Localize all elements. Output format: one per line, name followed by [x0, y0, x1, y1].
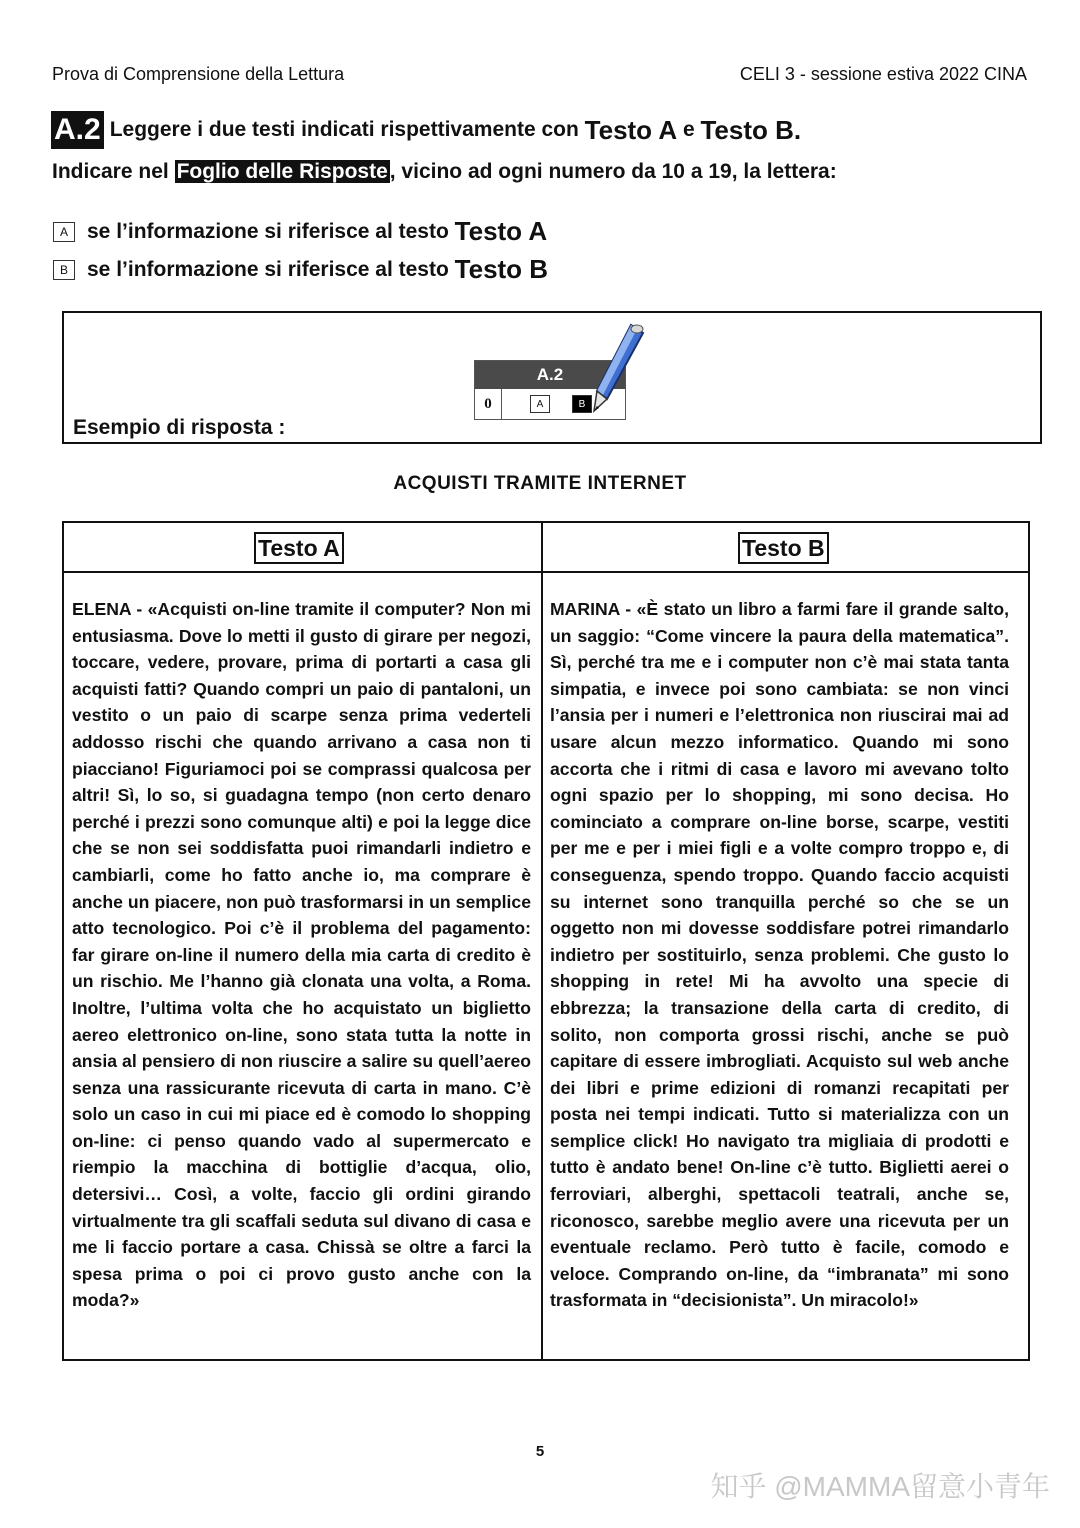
example-row-number: 0 [475, 389, 502, 419]
testo-b-body: MARINA - «È stato un libro a farmi fare il grande salto, un saggio: “Come vincere la paura della matematica”. Sì, perché tra me e i computer non c’è mai stata tanta simpatia, e invece poi sono cambiata: se non vinci l’ansia per i numeri e l’elettronica non riuscirai mai ad usare alcun mezzo informatico. Quando mi sono accorta che i ritmi di casa e lavoro mi avevano tolto ogni spazio per lo shopping, mi sono decisa. Ho cominciato a comprare on-line borse, scarpe, vestiti per me e per i miei figli e a volte compro troppo e, di conseguenza, spendo troppo. Quando faccio acquisti su internet sono tranquilla perché so che se un oggetto non mi dovesse soddisfare potrei rimandarlo indietro per sostituirlo, senza problemi. Che gusto lo shopping in rete! Mi ha avvolto una specie di ebbrezza; la transazione della carta di credito, di solito, non comporta grossi rischi, anche se può capitare di essere imbrogliati. Acquisto sul web anche dei libri e prime edizioni di romanzi recapitati per posta nei tempi indicati. Tutto si materializza con un semplice click! Ho navigato tra migliaia di prodotti e tutto è andato bene! On-line c’è tutto. Biglietti aerei o ferroviari, alberghi, spettacoli teatrali, anche se, riconosco, sarebbe meglio avere una ricevuta per un eventuale reclamo. Però tutto è facile, comodo e veloce. Comprando on-line, da “imbranata” mi sono trasformata in “decisionista”. Un miracolo!» [550, 599, 1009, 1311]
section-title: ACQUISTI TRAMITE INTERNET [393, 473, 687, 494]
instruction-line-2-pre: Indicare nel [52, 160, 169, 183]
watermark: 知乎 @MAMMA留意小青年 [710, 1471, 1050, 1502]
example-sheet-title: A.2 [475, 361, 625, 389]
instruction-conjunction: e [682, 118, 695, 141]
example-box [62, 311, 1042, 444]
option-b-text: se l’informazione si riferisce al testo [87, 257, 449, 281]
instruction-line-2-post: , vicino ad ogni numero da 10 a 19, la lettera: [389, 160, 837, 183]
column-divider [541, 523, 543, 1359]
testo-a-ref: Testo A [584, 114, 678, 145]
option-b-box: B [53, 260, 75, 280]
pen-icon [579, 321, 649, 416]
option-a-testo: Testo A [454, 216, 548, 246]
example-box-a: A [530, 395, 550, 413]
header-right: CELI 3 - sessione estiva 2022 CINA [739, 64, 1027, 84]
answer-sheet-highlight: Foglio delle Risposte [176, 160, 388, 183]
testo-a-title: Testo A [254, 532, 344, 564]
option-a-box: A [53, 222, 75, 242]
option-a-text: se l’informazione si riferisce al testo [87, 219, 449, 243]
instruction-line-2 [52, 160, 837, 184]
testo-b-ref: Testo B [700, 114, 794, 145]
page-number: 5 [535, 1443, 545, 1460]
example-box-b-marked: B [572, 395, 592, 413]
example-label: Esempio di risposta : [73, 416, 286, 439]
testo-a-body: ELENA - «Acquisti on-line tramite il computer? Non mi entusiasma. Dove lo metti il gusto di girare per negozi, toccare, vedere, provare, prima di portarti a casa gli acquisti fatti? Quando compri un paio di pantaloni, un vestito o un paio di scarpe senza prima vederteli addosso rischi che quando arrivano a casa non ti piacciano! Figuriamoci poi se comprassi qualcosa per altri! Sì, lo so, si guadagna tempo (non certo denaro perché i prezzi sono comunque alti) e poi la legge dice che se non sei soddisfatta puoi rimandarli indietro e cambiarli, come ho fatto anche io, ma comprare è anche un piacere, non può trasformarsi in un semplice atto tecnologico. Poi c’è il problema del pagamento: far girare on-line il numero della mia carta di credito è un rischio. Me l’hanno già clonata una volta, a Roma. Inoltre, l’ultima volta che ho acquistato un biglietto aereo elettronico on-line, sono stata tutta la notte in ansia al pensiero di non riuscire a salire su quell’aereo senza una rassicurante ricevuta di carta in mano. C’è solo un caso in cui mi piace ed è comodo lo shopping on-line: ci penso quando vado al supermercato e riempio la macchina di bottiglie d’acqua, olio, detersivi… Così, a volte, faccio gli ordini girando virtualmente tra gli scaffali seduta sul divano di casa e me li faccio portare a casa. Chissà se oltre a farci la spesa prima o poi ci provo gusto anche con la moda?» [72, 599, 531, 1311]
instruction-period: . [793, 114, 802, 145]
texts-table [62, 521, 1030, 1361]
instruction-line-1 [51, 110, 801, 150]
section-badge: A.2 [51, 111, 104, 149]
option-b-line [53, 254, 548, 285]
instruction-text: Leggere i due testi indicati rispettivamente con [109, 118, 579, 141]
option-b-testo: Testo B [454, 254, 549, 284]
option-a-line [53, 216, 547, 247]
header-divider [64, 571, 1028, 573]
testo-b-title: Testo B [738, 532, 829, 564]
header-left: Prova di Comprensione della Lettura [52, 64, 345, 84]
